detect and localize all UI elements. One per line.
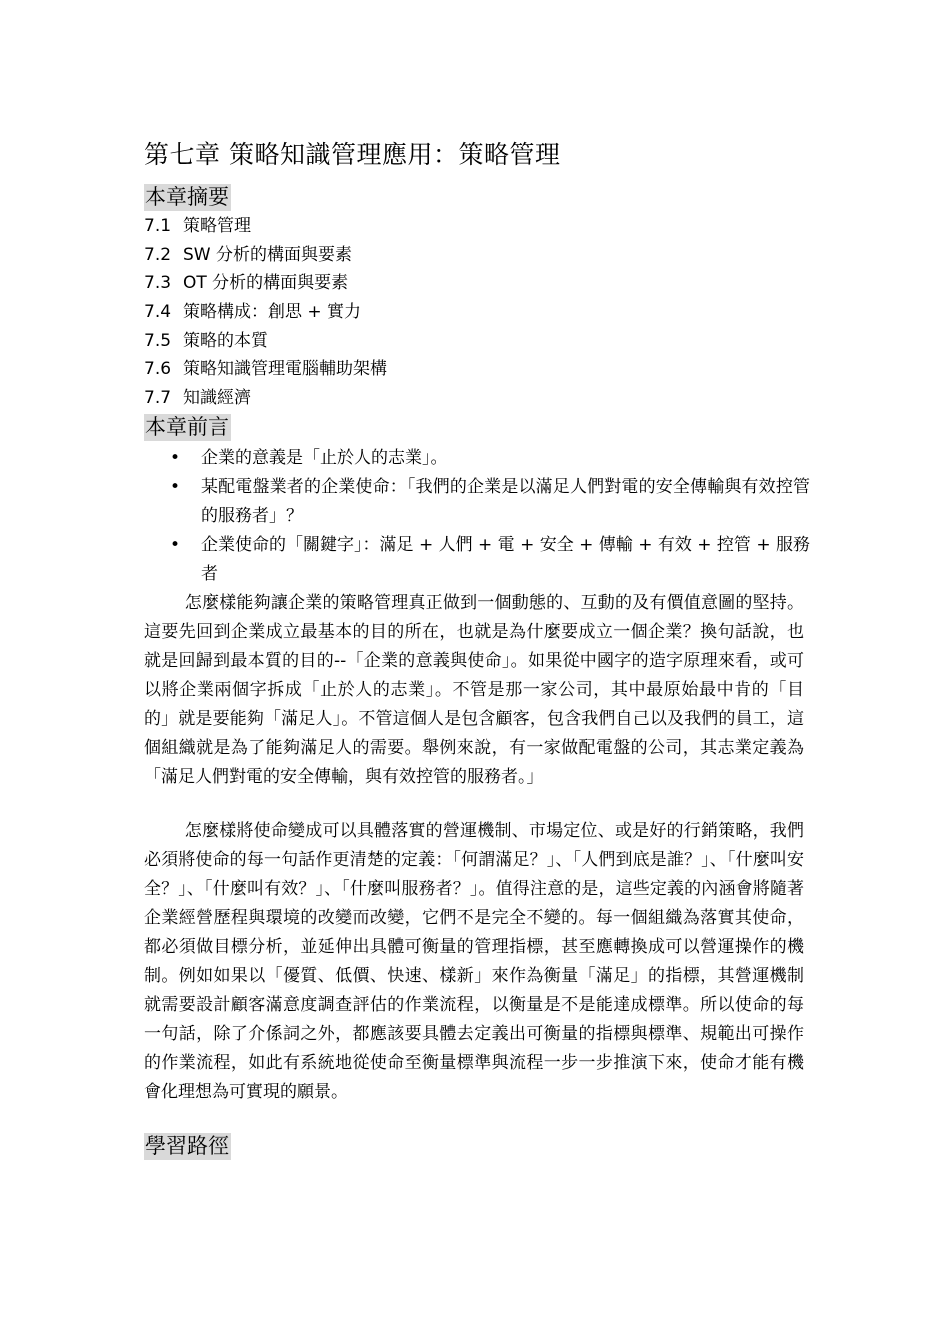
summary-item-label: OT 分析的構面與要素 [183, 273, 349, 294]
learning-path-heading: 學習路徑 [145, 1134, 229, 1158]
bullet-item [170, 444, 810, 473]
summary-item [144, 384, 387, 413]
summary-item-label: SW 分析的構面與要素 [183, 244, 353, 265]
summary-item-label: 知識經濟 [183, 388, 251, 409]
summary-list [144, 212, 387, 413]
summary-item-number: 7.4 [144, 302, 172, 323]
summary-item-number: 7.7 [144, 388, 172, 409]
summary-item-label: 策略構成：創思 + 實力 [183, 302, 362, 323]
preface-bullet-list [170, 444, 810, 589]
bullet-icon: • [170, 477, 181, 497]
bullet-icon: • [170, 535, 181, 555]
summary-item-number: 7.6 [144, 359, 172, 380]
summary-item-label: 策略的本質 [183, 330, 268, 351]
summary-item [144, 212, 387, 241]
summary-item [144, 298, 387, 327]
body-paragraph: 怎麼樣能夠讓企業的策略管理真正做到一個動態的、互動的及有價值意圖的堅持。這要先回到企業成立最基本的目的所在，也就是為什麼要成立一個企業？換句話說，也就是回歸到最本質的目的--「企業的意義與使命」。如果從中國字的造字原理來看，或可以將企業兩個字拆成「止於人的志業」。不管是那一家公司，其中最原始最中肯的「目的」就是要能夠「滿足人」。不管這個人是包含顧客，包含我們自己以及我們的員工，這個組織就是為了能夠滿足人的需要。舉例來說，有一家做配電盤的公司，其志業定義為「滿足人們對電的安全傳輸，與有效控管的服務者。」 [144, 593, 804, 787]
summary-item [144, 241, 387, 270]
bullet-text: 企業使命的「關鍵字」：滿足 + 人們 + 電 + 安全 + 傳輸 + 有效 + 控管 + 服務者 [201, 535, 810, 584]
summary-item [144, 269, 387, 298]
bullet-text: 某配電盤業者的企業使命：「我們的企業是以滿足人們對電的安全傳輸與有效控管的服務者」？ [201, 477, 810, 526]
summary-item [144, 355, 387, 384]
summary-item-number: 7.2 [144, 244, 172, 265]
body-paragraph: 怎麼樣將使命變成可以具體落實的營運機制、市場定位、或是好的行銷策略，我們必須將使命的每一句話作更清楚的定義：「何謂滿足？」、「人們到底是誰？」、「什麼叫安全？」、「什麼叫有效？」、「什麼叫服務者？」。值得注意的是，這些定義的內涵會將隨著企業經營歷程與環境的改變而改變，它們不是完全不變的。每一個組織為落實其使命，都必須做目標分析，並延伸出具體可衡量的管理指標，甚至應轉換成可以營運操作的機制。例如如果以「優質、低價、快速、樣新」來作為衡量「滿足」的指標，其營運機制就需要設計顧客滿意度調查評估的作業流程，以衡量是不是能達成標準。所以使命的每一句話，除了介係詞之外，都應該要具體去定義出可衡量的指標與標準、規範出可操作的作業流程，如此有系統地從使命至衡量標準與流程一步一步推演下來，使命才能有機會化理想為可實現的願景。 [144, 821, 804, 1102]
summary-item-number: 7.5 [144, 330, 172, 351]
bullet-item [170, 531, 810, 589]
summary-item-label: 策略知識管理電腦輔助架構 [183, 359, 387, 380]
bullet-text: 企業的意義是「止於人的志業」。 [201, 448, 448, 468]
summary-item-number: 7.3 [144, 273, 172, 294]
chapter-title: 第七章 策略知識管理應用：策略管理 [144, 140, 561, 169]
summary-item-number: 7.1 [144, 216, 172, 236]
summary-item [144, 327, 387, 356]
summary-heading: 本章摘要 [145, 185, 229, 209]
preface-heading: 本章前言 [145, 415, 229, 439]
summary-item-label: 策略管理 [183, 216, 251, 236]
bullet-icon: • [170, 448, 181, 468]
bullet-item [170, 473, 810, 531]
